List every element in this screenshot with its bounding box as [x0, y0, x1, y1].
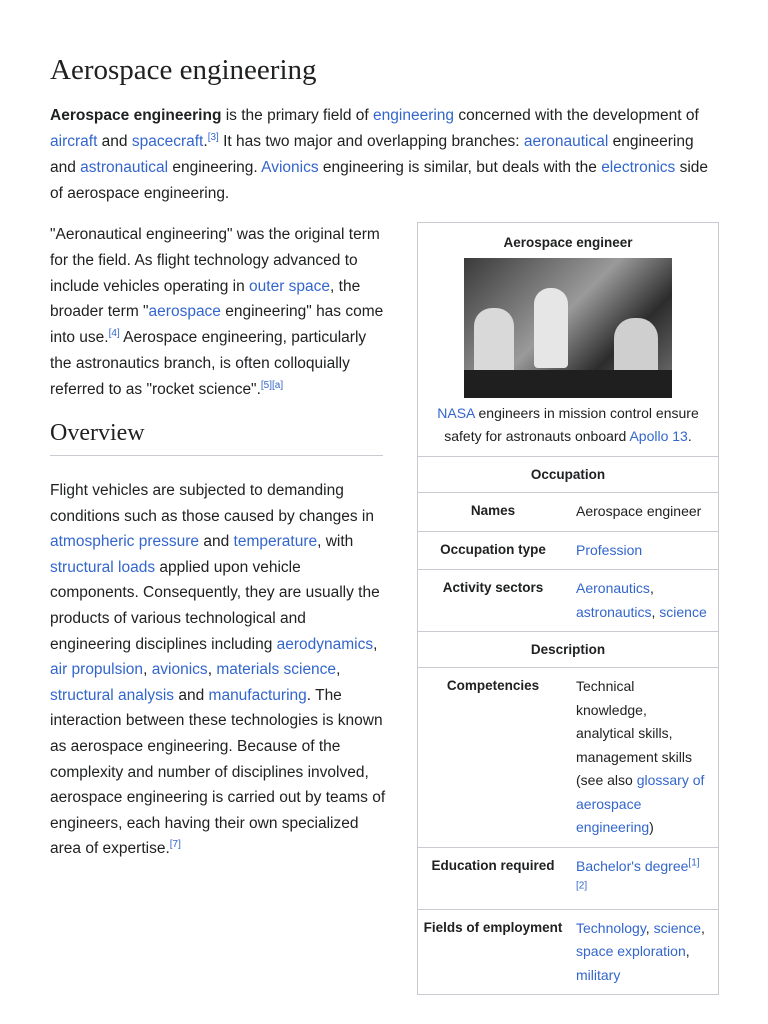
paragraph-text: , the broader term " — [50, 277, 361, 321]
row-value — [568, 570, 718, 631]
paragraph-text: , — [143, 661, 152, 679]
separator: , — [685, 943, 690, 959]
link-manufacturing[interactable]: manufacturing — [208, 686, 307, 704]
link-spacecraft[interactable]: spacecraft — [131, 133, 204, 150]
link-astronautical[interactable]: astronautical — [80, 159, 169, 176]
infobox-title: Aerospace engineer — [503, 235, 633, 250]
paragraph-text: and — [199, 533, 234, 551]
lead-text: and — [97, 133, 132, 150]
paragraph-text: "Aeronautical engineering" was the original term for the field. As flight technology advanced to include vehicles operating in — [50, 226, 380, 295]
lead-text: engineering and — [50, 133, 694, 176]
paragraph-text: , with — [317, 533, 354, 551]
link-science[interactable]: science — [659, 603, 707, 620]
link-avionics[interactable]: Avionics — [261, 159, 319, 176]
lead-text: It has two major and overlapping branches: — [218, 133, 524, 150]
competencies-end: ) — [649, 819, 654, 835]
link-materials-science[interactable]: materials science — [216, 661, 337, 679]
link-temperature[interactable]: temperature — [233, 533, 318, 551]
lead-text: side of aerospace engineering. — [50, 159, 709, 202]
row-value — [568, 668, 718, 847]
infobox-row-fields — [418, 909, 718, 995]
link-nasa[interactable]: NASA — [437, 405, 475, 421]
row-value: Aerospace engineer — [576, 503, 702, 519]
separator: , — [701, 919, 705, 936]
link-technology[interactable]: Technology — [576, 919, 646, 936]
infobox-row-competencies — [418, 667, 718, 847]
lead-text: concerned with the development of — [454, 107, 699, 124]
separator: , — [645, 919, 654, 936]
link-bachelors-degree[interactable]: Bachelor's degree — [576, 857, 689, 874]
row-label: Competencies — [446, 678, 540, 693]
link-electronics[interactable]: electronics — [601, 159, 676, 176]
paragraph-text: applied upon vehicle components. Consequently, they are usually the products of various technological and engineering disciplines including — [50, 558, 380, 653]
infobox-row-education — [418, 847, 718, 909]
link-avionics-2[interactable]: avionics — [151, 661, 208, 679]
paragraph-text: engineering" has come into use. — [50, 303, 384, 347]
citation-a[interactable]: [a] — [272, 379, 284, 391]
link-outer-space[interactable]: outer space — [249, 277, 331, 295]
row-label: Names — [470, 503, 516, 518]
link-apollo-13[interactable]: Apollo 13 — [629, 428, 688, 444]
citation-3[interactable]: [3] — [207, 131, 219, 143]
history-paragraph — [50, 222, 390, 403]
citation-7[interactable]: [7] — [169, 839, 181, 851]
competencies-text: Technical knowledge, analytical skills, management skills (see also — [576, 678, 692, 788]
link-aeronautical[interactable]: aeronautical — [523, 133, 609, 150]
separator: , — [649, 580, 654, 596]
row-label: Fields of employment — [423, 919, 563, 935]
citation-4[interactable]: [4] — [108, 328, 120, 340]
infobox-caption — [418, 398, 718, 456]
lead-text: is the primary field of — [221, 107, 374, 124]
paragraph-text: . The interaction between these technologies is known as aerospace engineering. Because of the complexity and number of disciplines involved, aerospace engineering is carried out by teams of engineers, each having their own specialized area of expertise. — [50, 686, 386, 858]
link-aerospace[interactable]: aerospace — [148, 303, 221, 321]
link-engineering[interactable]: engineering — [373, 107, 455, 124]
link-air-propulsion[interactable]: air propulsion — [50, 661, 144, 679]
console-desk — [464, 370, 672, 398]
paragraph-text: and — [174, 686, 209, 704]
link-structural-analysis[interactable]: structural analysis — [50, 686, 175, 704]
infobox-image[interactable] — [464, 258, 672, 398]
citation-2[interactable]: [2] — [576, 880, 588, 892]
link-aircraft[interactable]: aircraft — [50, 133, 98, 150]
lead-text: engineering. — [168, 159, 262, 176]
link-astronautics[interactable]: astronautics — [576, 603, 652, 620]
row-value — [568, 910, 718, 995]
paragraph-text: , — [336, 661, 341, 679]
lead-text: . — [203, 133, 208, 150]
row-label: Activity sectors — [442, 580, 544, 595]
person-figure — [534, 288, 568, 368]
link-space-exploration[interactable]: space exploration — [576, 943, 686, 959]
row-value — [568, 532, 718, 570]
link-military[interactable]: military — [576, 966, 621, 983]
separator: , — [651, 603, 660, 620]
row-value — [568, 848, 718, 909]
section-heading-overview: Overview — [50, 420, 383, 456]
paragraph-text: , — [207, 661, 217, 679]
infobox-row-names — [418, 492, 718, 531]
lead-text: engineering is similar, but deals with the — [318, 159, 602, 176]
paragraph-text: Flight vehicles are subjected to demanding conditions such as those caused by changes in — [50, 482, 374, 525]
paragraph-text: Aerospace engineering, particularly the astronautics branch, is often colloquially referred to as "rocket science". — [50, 329, 367, 398]
link-aerodynamics[interactable]: aerodynamics — [276, 635, 374, 653]
link-glossary[interactable]: glossary of aerospace engineering — [576, 772, 705, 835]
link-structural-loads[interactable]: structural loads — [50, 558, 156, 576]
row-label: Education required — [431, 857, 555, 873]
infobox — [417, 222, 719, 995]
lead-bold-term: Aerospace engineering — [50, 107, 222, 124]
infobox-row-occupation-type — [418, 531, 718, 570]
lead-paragraph — [50, 103, 720, 207]
paragraph-text: , — [373, 635, 378, 653]
citation-5[interactable]: [5] — [260, 379, 272, 391]
infobox-header-description: Description — [418, 631, 718, 667]
link-aeronautics[interactable]: Aeronautics — [576, 580, 650, 596]
citation-1[interactable]: [1] — [688, 856, 700, 868]
link-science-2[interactable]: science — [653, 919, 702, 936]
caption-text: engineers in mission control ensure safety for astronauts onboard — [444, 405, 699, 444]
infobox-header-occupation: Occupation — [418, 456, 718, 492]
overview-paragraph — [50, 478, 390, 862]
person-figure — [474, 308, 514, 378]
link-atmospheric-pressure[interactable]: atmospheric pressure — [50, 533, 200, 551]
infobox-row-activity-sectors — [418, 569, 718, 631]
row-label: Occupation type — [440, 541, 546, 557]
link-profession[interactable]: Profession — [576, 541, 643, 558]
caption-text: . — [687, 428, 692, 444]
page-title: Aerospace engineering — [50, 54, 317, 86]
